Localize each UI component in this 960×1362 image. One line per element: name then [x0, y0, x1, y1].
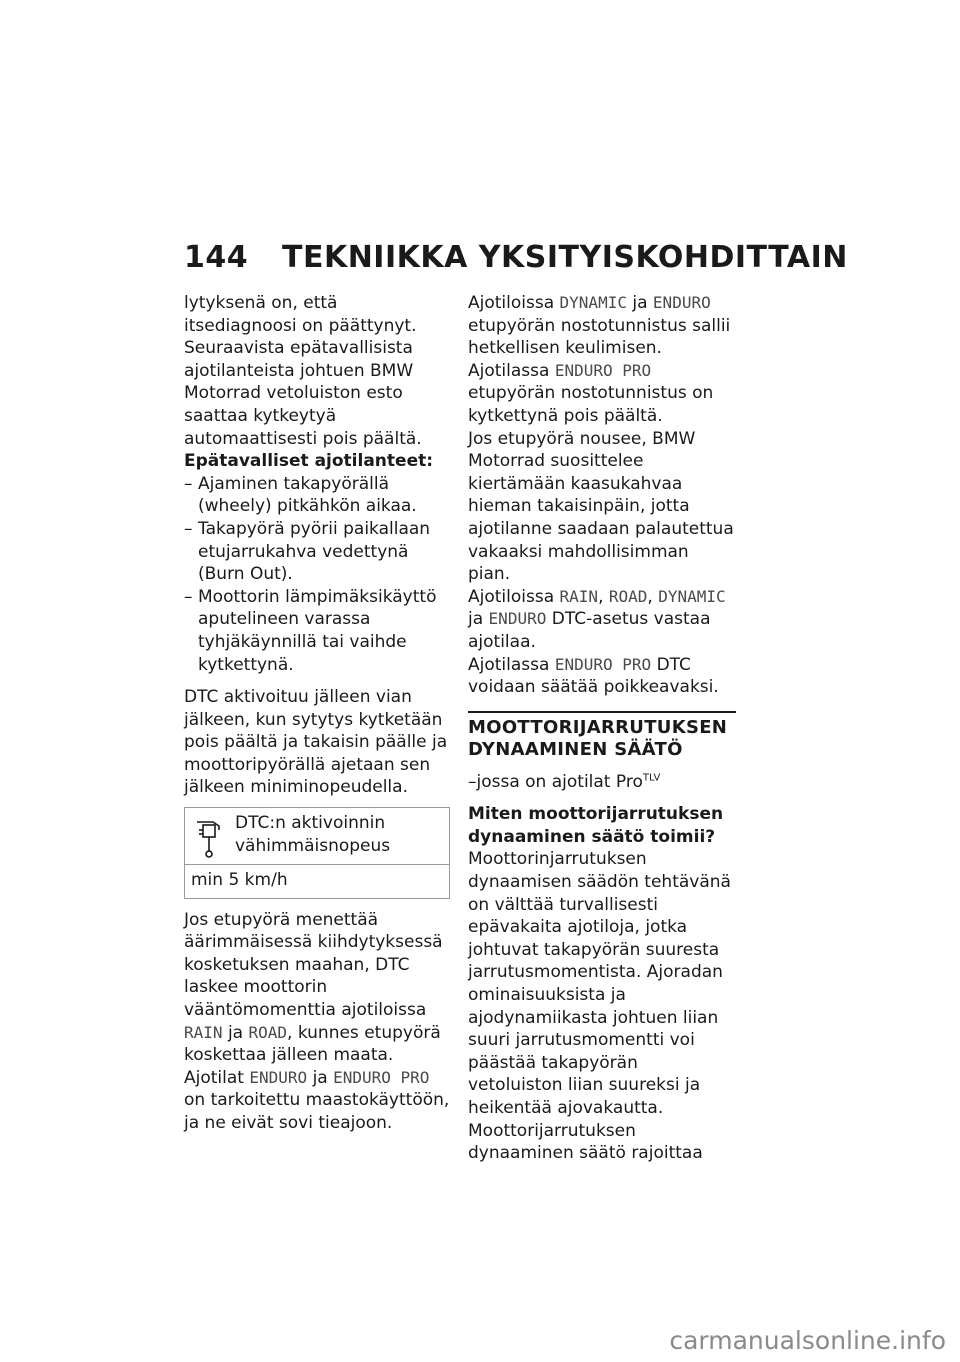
- watermark: carmanualsonline.info: [669, 1326, 946, 1355]
- list-item: – Ajaminen takapyörällä (wheely) pitkähkön aikaa.: [184, 473, 452, 518]
- list-heading: Epätavalliset ajotilanteet:: [184, 451, 434, 472]
- paragraph: Ajotilat ENDURO ja ENDURO PRO on tarkoitettu maastokäyttöön, ja ne eivät sovi tieajoon.: [184, 1067, 450, 1133]
- question-heading: Miten moottorijarrutuksen dynaaminen säätö toimii?: [468, 804, 724, 847]
- paragraph: Ajotilassa ENDURO PRO DTC voidaan säätää poikkeavaksi.: [468, 654, 719, 698]
- option-note: –jossa on ajotilat Pro$^{TLV}$: [468, 771, 661, 792]
- mode-enduro-pro: ENDURO PRO: [554, 654, 652, 674]
- list-item: – Takapyörä pyörii paikallaan etujarrukahva vedettynä (Burn Out).: [184, 518, 452, 586]
- chapter-title: TEKNIIKKA YKSITYISKOHDITTAIN: [282, 240, 848, 275]
- mode-enduro: ENDURO: [652, 293, 711, 312]
- mode-dynamic: DYNAMIC: [559, 293, 627, 312]
- spec-value: min 5 km/h: [191, 870, 288, 891]
- mode-dynamic: DYNAMIC: [658, 586, 726, 606]
- spec-table: [184, 807, 450, 899]
- page-number: 144: [184, 240, 249, 275]
- paragraph: Seuraavista epätavallisista ajotilanteista johtuen BMW Motorrad vetoluiston esto saattaa kytkeytyä automaattisesti pois päältä.: [184, 338, 422, 449]
- paragraph: Moottorinjarrutuksen dynaamisen säädön tehtävänä on välttää turvallisesti epävakaita ajotiloja, jotka johtuvat takapyörän suuresta jarrutusmomentista. Ajoradan ominaisuuksista ja ajodynamiikasta johtuen liian suuri jarrutusmomentti voi päästää takapyörän vetoluiston liian suureksi ja heikentää ajovakautta. Moottorijarrutuksen dynaaminen säätö rajoittaa: [468, 849, 731, 1164]
- page-header: [184, 240, 848, 275]
- mode-enduro: ENDURO: [488, 609, 547, 629]
- mode-enduro: ENDURO: [249, 1067, 308, 1087]
- situation-list: [184, 473, 452, 676]
- paragraph: Ajotiloissa DYNAMIC ja ENDURO etupyörän nostotunnistus sallii hetkellisen keulimisen.: [468, 293, 731, 359]
- mode-enduro-pro: ENDURO PRO: [333, 1067, 430, 1087]
- spec-row: [185, 808, 449, 865]
- paragraph: Jos etupyörä nousee, BMW Motorrad suosittelee kiertämään kaasukahvaa hieman takaisinpäin, jotta ajotilanne saadaan palautettua vakaaksi mahdollisimman pian.: [468, 428, 734, 585]
- paragraph: Jos etupyörä menettää äärimmäisessä kiihdytyksessä kosketuksen maahan, DTC laskee moottorin vääntömomenttia ajotiloissa RAIN ja ROAD, kunnes etupyörä koskettaa jälleen maata.: [184, 909, 443, 1066]
- paragraph: lytyksenä on, että itsediagnoosi on päättynyt.: [184, 293, 417, 336]
- engine-specification-icon: [195, 816, 225, 858]
- mode-rain: RAIN: [559, 586, 599, 606]
- list-item: – Moottorin lämpimäksikäyttö aputelineen varassa tyhjäkäynnillä tai vaihde kytkettynä.: [184, 586, 452, 676]
- mode-road: ROAD: [608, 586, 648, 606]
- spec-label: DTC:n aktivoinnin vähimmäisnopeus: [235, 813, 391, 856]
- mode-road: ROAD: [248, 1022, 288, 1042]
- paragraph: Ajotiloissa RAIN, ROAD, DYNAMIC ja ENDURO DTC-asetus vastaa ajotilaa.: [468, 586, 726, 652]
- mode-rain: RAIN: [184, 1022, 223, 1042]
- section-title: MOOTTORIJARRUTUKSEN DYNAAMINEN SÄÄTÖ: [468, 711, 736, 761]
- paragraph: DTC aktivoituu jälleen vian jälkeen, kun sytytys kytketään pois päältä ja takaisin päälle ja moottoripyörällä ajetaan sen jälkeen miniminopeudella.: [184, 687, 448, 798]
- left-column: [184, 292, 452, 1135]
- right-column: [468, 292, 736, 1165]
- paragraph: Ajotilassa ENDURO PRO etupyörän nostotunnistus on kytkettynä pois päältä.: [468, 360, 714, 426]
- mode-enduro-pro: ENDURO PRO: [554, 360, 652, 380]
